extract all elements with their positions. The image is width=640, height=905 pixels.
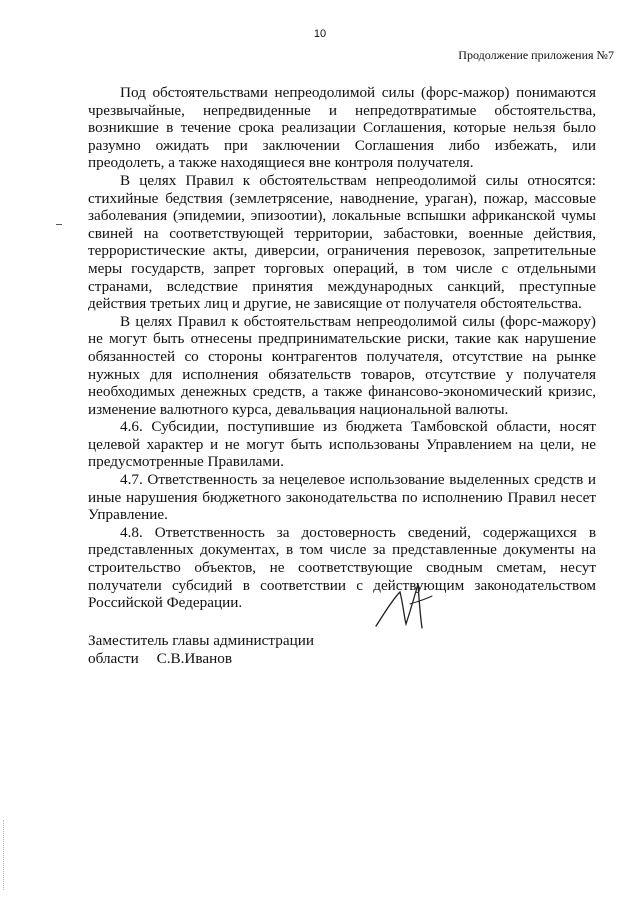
document-body — [88, 84, 596, 612]
signatory-region: области — [88, 650, 139, 667]
paragraph-4-6: 4.6. Субсидии, поступившие из бюджета Тамбовской области, носят целевой характер и не могут быть использованы Управлением на цели, не предусмотренные Правилами. — [88, 418, 596, 471]
paragraph-force-majeure-exclusions: В целях Правил к обстоятельствам непреодолимой силы (форс-мажору) не могут быть отнесены предпринимательские риски, такие как нарушение обязанностей со стороны контрагентов получателя, отсутствие на рынке нужных для исполнения обязательств товаров, отсутствие у получателя необходимых денежных средств, а также финансово-экономический кризис, изменение валютного курса, девальвация национальной валюты. — [88, 312, 596, 418]
signatory-position: Заместитель главы администрации — [88, 632, 314, 649]
paragraph-force-majeure-list: В целях Правил к обстоятельствам непреодолимой силы относятся: стихийные бедствия (землетрясение, наводнение, ураган), пожар, массовые заболевания (эпидемии, эпизоотии), локальные вспышки африканской чумы свиней на соответствующей территории, забастовки, военные действия, террористические акты, диверсии, ограничения перевозок, запретительные меры государств, запрет торговых операций, в том числе с отдельными странами, вследствие принятия международных санкций, преступные действия третьих лиц и другие, не зависящие от получателя обстоятельства. — [88, 171, 596, 313]
paragraph-4-8: 4.8. Ответственность за достоверность сведений, содержащихся в представленных документах, в том числе за представленные документы на строительство объектов, не соответствующие сводным сметам, несут получатели субсидий в соответствии с действующим законодательством Российской Федерации. — [88, 523, 596, 612]
handwritten-signature — [370, 574, 450, 634]
paragraph-force-majeure-definition: Под обстоятельствами непреодолимой силы (форс-мажор) понимаются чрезвычайные, непредвиденные и непредотвратимые обстоятельства, возникшие в течение срока реализации Соглашения, которые нельзя было разумно ожидать при заключении Соглашения либо избежать, или преодолеть, а также находящиеся вне контроля получателя. — [88, 84, 596, 172]
appendix-continuation-note: Продолжение приложения №7 — [458, 48, 614, 62]
page-number: 10 — [313, 28, 327, 40]
scan-edge-marks — [3, 820, 5, 890]
margin-mark — [56, 224, 62, 225]
signature-block — [88, 632, 314, 668]
paragraph-4-7: 4.7. Ответственность за нецелевое использование выделенных средств и иные нарушения бюджетного законодательства по исполнению Правил несет Управление. — [88, 471, 596, 524]
signatory-position-line2 — [88, 650, 314, 668]
signatory-name: С.В.Иванов — [156, 650, 233, 667]
